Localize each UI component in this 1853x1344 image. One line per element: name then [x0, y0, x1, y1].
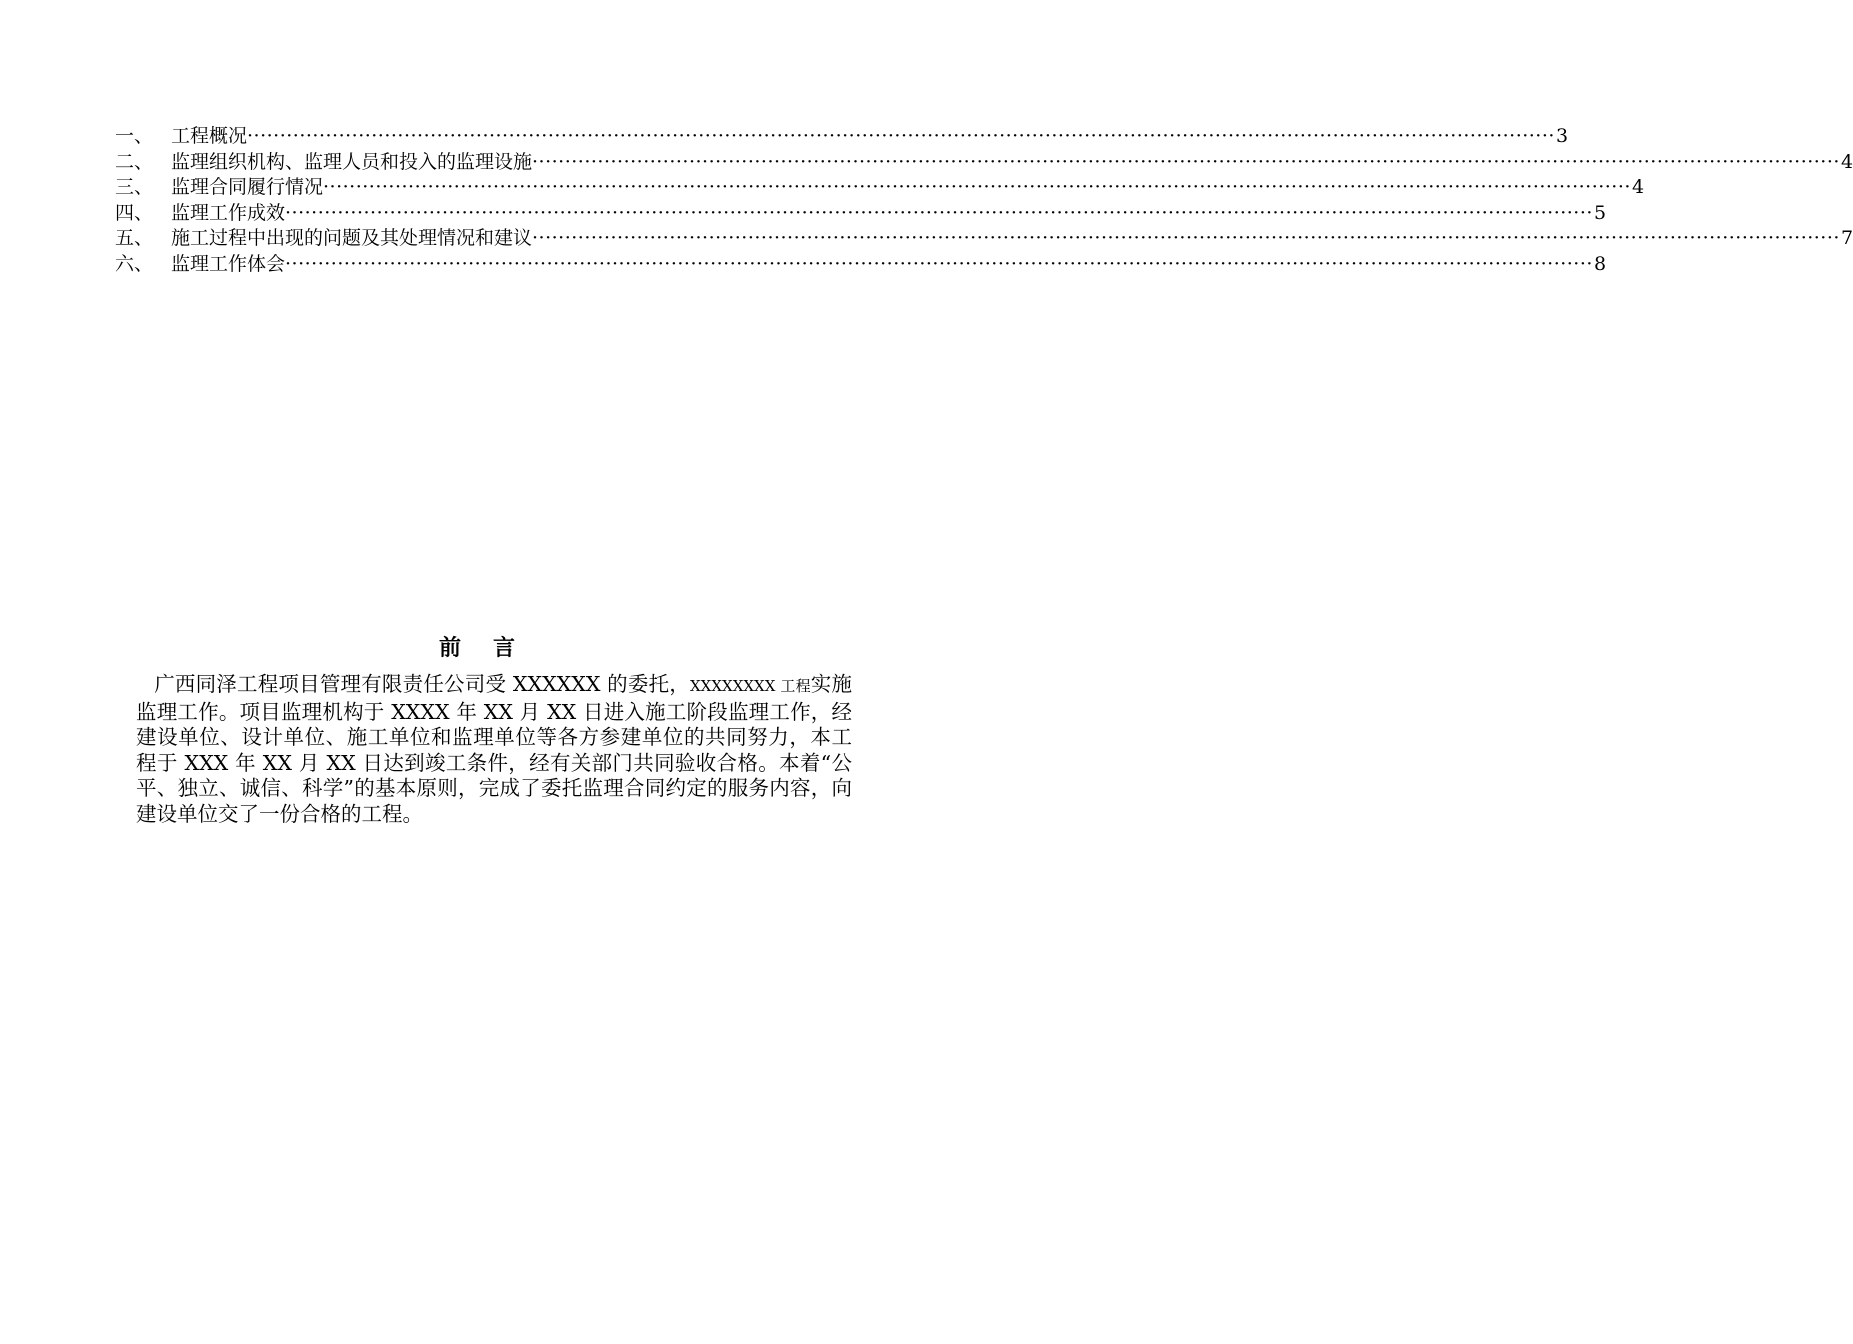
- toc-entry-title: 监理合同履行情况: [171, 176, 324, 198]
- toc-leader-dots: ········································································································································································································: [247, 125, 1555, 147]
- toc-entry-title: 监理组织机构、监理人员和投入的监理设施: [171, 150, 533, 173]
- toc-entry-page: 4: [1631, 176, 1645, 198]
- toc-entry-page: 7: [1840, 227, 1853, 249]
- preface-text-part-1: 广西同泽工程项目管理有限责任公司受 XXXXXX 的委托，: [154, 672, 690, 696]
- toc-entry-title: 工程概况: [171, 125, 248, 147]
- preface-heading: 前言: [438, 635, 547, 661]
- toc-leader-dots: ········································································································································································································: [532, 150, 1840, 173]
- table-of-contents: [115, 124, 1853, 277]
- toc-entry-number: 六、: [115, 252, 154, 275]
- toc-entry-page: 8: [1593, 252, 1607, 275]
- toc-entry-number: 二、: [115, 150, 154, 173]
- preface-text-part-2: 实施监理工作。项目监理机构于 XXXX 年 XX 月 XX 日进入施工阶段监理工作，经建设单位、设计单位、施工单位和监理单位等各方参建单位的共同努力，本工程于 XXX 年 XX 月 XX 日达到竣工条件，经有关部门共同验收合格。本着“公平、独立、诚信、科学”的基本原则，完成了委托监理合同约定的服务内容，向建设单位交了一份合格的工程。: [136, 672, 852, 826]
- toc-entry-page: 4: [1840, 150, 1853, 173]
- preface-project-name: XXXXXXXX 工程: [689, 677, 811, 695]
- toc-entry-3[interactable]: [115, 175, 1645, 201]
- toc-entry-number: 三、: [115, 176, 154, 198]
- toc-entry-1[interactable]: [115, 124, 1569, 150]
- toc-entry-6[interactable]: [115, 252, 1607, 278]
- toc-entry-title: 监理工作成效: [171, 201, 286, 224]
- toc-entry-page: 3: [1555, 125, 1569, 147]
- toc-entry-title: 监理工作体会: [171, 252, 286, 275]
- toc-entry-number: 一、: [115, 125, 154, 147]
- preface-paragraph: [136, 672, 852, 827]
- toc-entry-page: 5: [1593, 201, 1607, 224]
- toc-entry-title: 施工过程中出现的问题及其处理情况和建议: [171, 227, 533, 249]
- toc-entry-number: 五、: [115, 227, 154, 249]
- toc-leader-dots: ········································································································································································································: [285, 252, 1593, 275]
- toc-leader-dots: ········································································································································································································: [532, 227, 1840, 249]
- toc-entry-2[interactable]: [115, 150, 1853, 176]
- toc-leader-dots: ········································································································································································································: [285, 201, 1593, 224]
- toc-entry-number: 四、: [115, 201, 154, 224]
- toc-entry-5[interactable]: [115, 226, 1853, 252]
- toc-entry-4[interactable]: [115, 201, 1607, 227]
- toc-leader-dots: ········································································································································································································: [323, 176, 1631, 198]
